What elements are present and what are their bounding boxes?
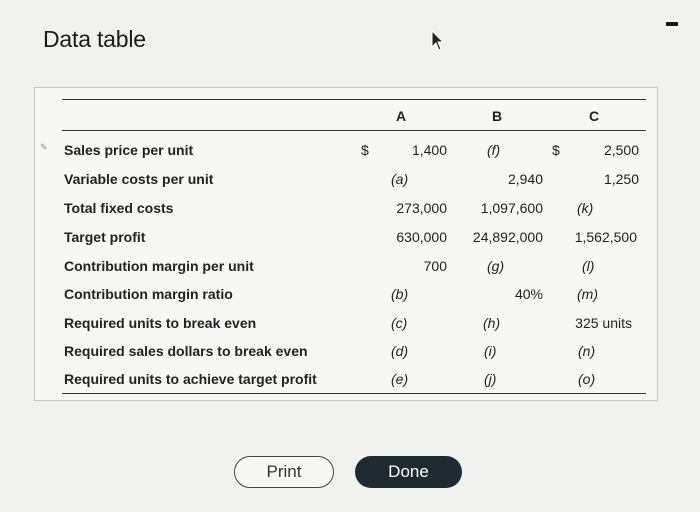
cell-c: (k) [577, 200, 594, 216]
cell-a: 630,000 [396, 229, 447, 245]
cell-c: 1,250 [603, 171, 639, 187]
row-label: Required units to achieve target profit [64, 371, 317, 387]
column-header-a: A [396, 108, 407, 124]
cell-a: (b) [391, 286, 409, 302]
cell-b: (h) [483, 315, 501, 331]
cell-c: 2,500 [603, 142, 639, 158]
cell-c: (m) [577, 286, 598, 302]
minimize-icon[interactable] [666, 22, 678, 26]
cell-b: 40% [514, 286, 543, 302]
cell-a: (c) [391, 315, 408, 331]
cell-c: (n) [578, 343, 596, 359]
column-header-c: C [589, 108, 600, 124]
row-label: Target profit [64, 229, 146, 245]
cell-a: 273,000 [396, 200, 447, 216]
cell-b: 2,940 [507, 171, 543, 187]
cell-a: (e) [391, 371, 409, 387]
currency-symbol: $ [361, 142, 369, 158]
table-header-rule [62, 130, 646, 131]
dialog-title: Data table [43, 26, 146, 52]
cell-a: 1,400 [411, 142, 447, 158]
table-top-rule [62, 99, 646, 100]
table-bottom-rule [62, 393, 646, 394]
cell-b: (i) [484, 343, 497, 359]
row-label: Contribution margin ratio [64, 286, 233, 302]
cell-a: 700 [423, 258, 447, 274]
cell-a: (a) [391, 171, 409, 187]
currency-symbol: $ [552, 142, 560, 158]
cell-c: 325 units [575, 315, 632, 331]
cell-b: 24,892,000 [472, 229, 543, 245]
cell-b: 1,097,600 [480, 200, 543, 216]
cell-b: (j) [484, 371, 497, 387]
row-label: Required sales dollars to break even [64, 343, 308, 359]
print-button[interactable]: Print [234, 456, 334, 488]
row-label: Required units to break even [64, 315, 257, 331]
cell-c: (l) [582, 258, 595, 274]
cell-c: 1,562,500 [574, 229, 637, 245]
cell-b: (f) [487, 142, 501, 158]
mouse-cursor-icon [430, 30, 446, 52]
edit-marker-icon: ✎ [40, 142, 48, 152]
row-label: Sales price per unit [64, 142, 194, 158]
row-label: Total fixed costs [64, 200, 174, 216]
cell-a: (d) [391, 343, 409, 359]
done-button[interactable]: Done [355, 456, 462, 488]
column-header-b: B [492, 108, 503, 124]
cell-c: (o) [578, 371, 596, 387]
row-label: Variable costs per unit [64, 171, 214, 187]
cell-b: (g) [487, 258, 505, 274]
row-label: Contribution margin per unit [64, 258, 254, 274]
